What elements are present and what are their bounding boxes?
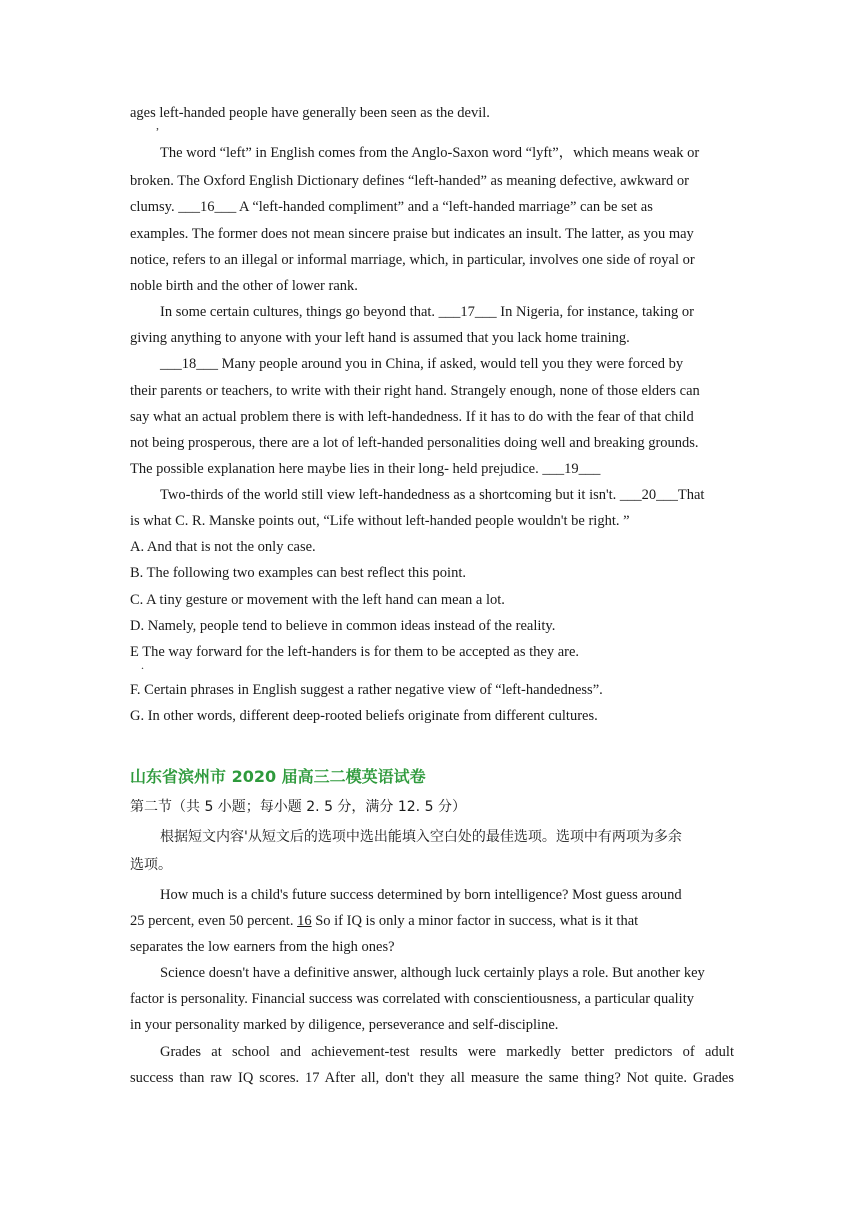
blank-20: ___20___ [619,487,678,503]
passage-line: notice, refers to an illegal or informal marriage, which, in particular, involves one side of royal or [130,252,695,268]
option-b: B. The following two examples can best reflect this point. [130,565,466,581]
section-subheading: 第二节（共 5 小题；每小题 2. 5 分，满分 12. 5 分） [130,799,466,815]
passage-line: in your personality marked by diligence, perseverance and self-discipline. [130,1017,559,1033]
option-c: C. A tiny gesture or movement with the left hand can mean a lot. [130,592,505,608]
passage-line: their parents or teachers, to write with their right hand. Strangely enough, none of those elders can [130,383,700,399]
passage-line: success than raw IQ scores. 17 After all, don't they all measure the same thing? Not quite. Grades [130,1070,734,1086]
passage-line: not being prosperous, there are a lot of left-handed personalities doing well and breaking grounds. [130,435,699,451]
passage-line: 25 percent, even 50 percent. 16 So if IQ is only a minor factor in success, what is it that [130,913,639,929]
passage-line: is what C. R. Manske points out, “Life without left-handed people wouldn't be right. ” [130,513,630,529]
instruction-line: 根据短文内容'从短文后的选项中选出能填入空白处的最佳选项。选项中有两项为多余 [160,829,682,845]
option-g: G. In other words, different deep-rooted beliefs originate from different cultures. [130,708,598,724]
passage-line: separates the low earners from the high ones? [130,939,395,955]
option-d: D. Namely, people tend to believe in common ideas instead of the reality. [130,618,556,634]
passage-line: ___18___ Many people around you in China, if asked, would tell you they were forced by [160,356,684,372]
period-mark: . [141,658,144,672]
passage-line: broken. The Oxford English Dictionary defines “left-handed” as meaning defective, awkward or [130,173,689,189]
passage-line: The word “left” in English comes from the Anglo-Saxon word “lyft”，which means weak or [160,145,700,161]
passage-line: ages left-handed people have generally been seen as the devil. [130,105,490,121]
blank-16: ___16___ [178,199,237,215]
instruction-line: 选项。 [130,857,172,873]
passage-line: How much is a child's future success determined by born intelligence? Most guess around [160,887,682,903]
passage-line: examples. The former does not mean sincere praise but indicates an insult. The latter, as you may [130,226,694,242]
comma-mark: , [156,118,159,132]
blank-19: ___19___ [542,461,601,477]
blank-16-underlined: 16 [297,913,312,929]
passage-line: The possible explanation here maybe lies in their long- held prejudice. ___19___ [130,461,601,477]
option-e: E The way forward for the left-handers is for them to be accepted as they are. [130,644,580,660]
option-a: A. And that is not the only case. [130,539,316,555]
passage-line: Two-thirds of the world still view left-handedness as a shortcoming but it isn't. ___20___That [160,487,705,503]
blank-18: ___18___ [160,356,218,372]
passage-line: Science doesn't have a definitive answer, although luck certainly plays a role. But another key [160,965,705,981]
blank-17: ___17___ [438,304,497,320]
section-heading: 山东省滨州市 2020 届高三二模英语试卷 [130,767,426,786]
passage-line: Grades at school and achievement-test results were markedly better predictors of adult [160,1044,734,1060]
option-f: F. Certain phrases in English suggest a rather negative view of “left-handedness”. [130,682,603,698]
passage-line: giving anything to anyone with your left hand is assumed that you lack home training. [130,330,630,346]
passage-line: clumsy. ___16___ A “left-handed compliment” and a “left-handed marriage” can be set as [130,199,653,215]
passage-line: In some certain cultures, things go beyond that. ___17___ In Nigeria, for instance, taking or [160,304,694,320]
passage-line: say what an actual problem there is with left-handedness. If it has to do with the fear of that child [130,409,694,425]
passage-line: noble birth and the other of lower rank. [130,278,358,294]
passage-line: factor is personality. Financial success was correlated with conscientiousness, a particular quality [130,991,694,1007]
